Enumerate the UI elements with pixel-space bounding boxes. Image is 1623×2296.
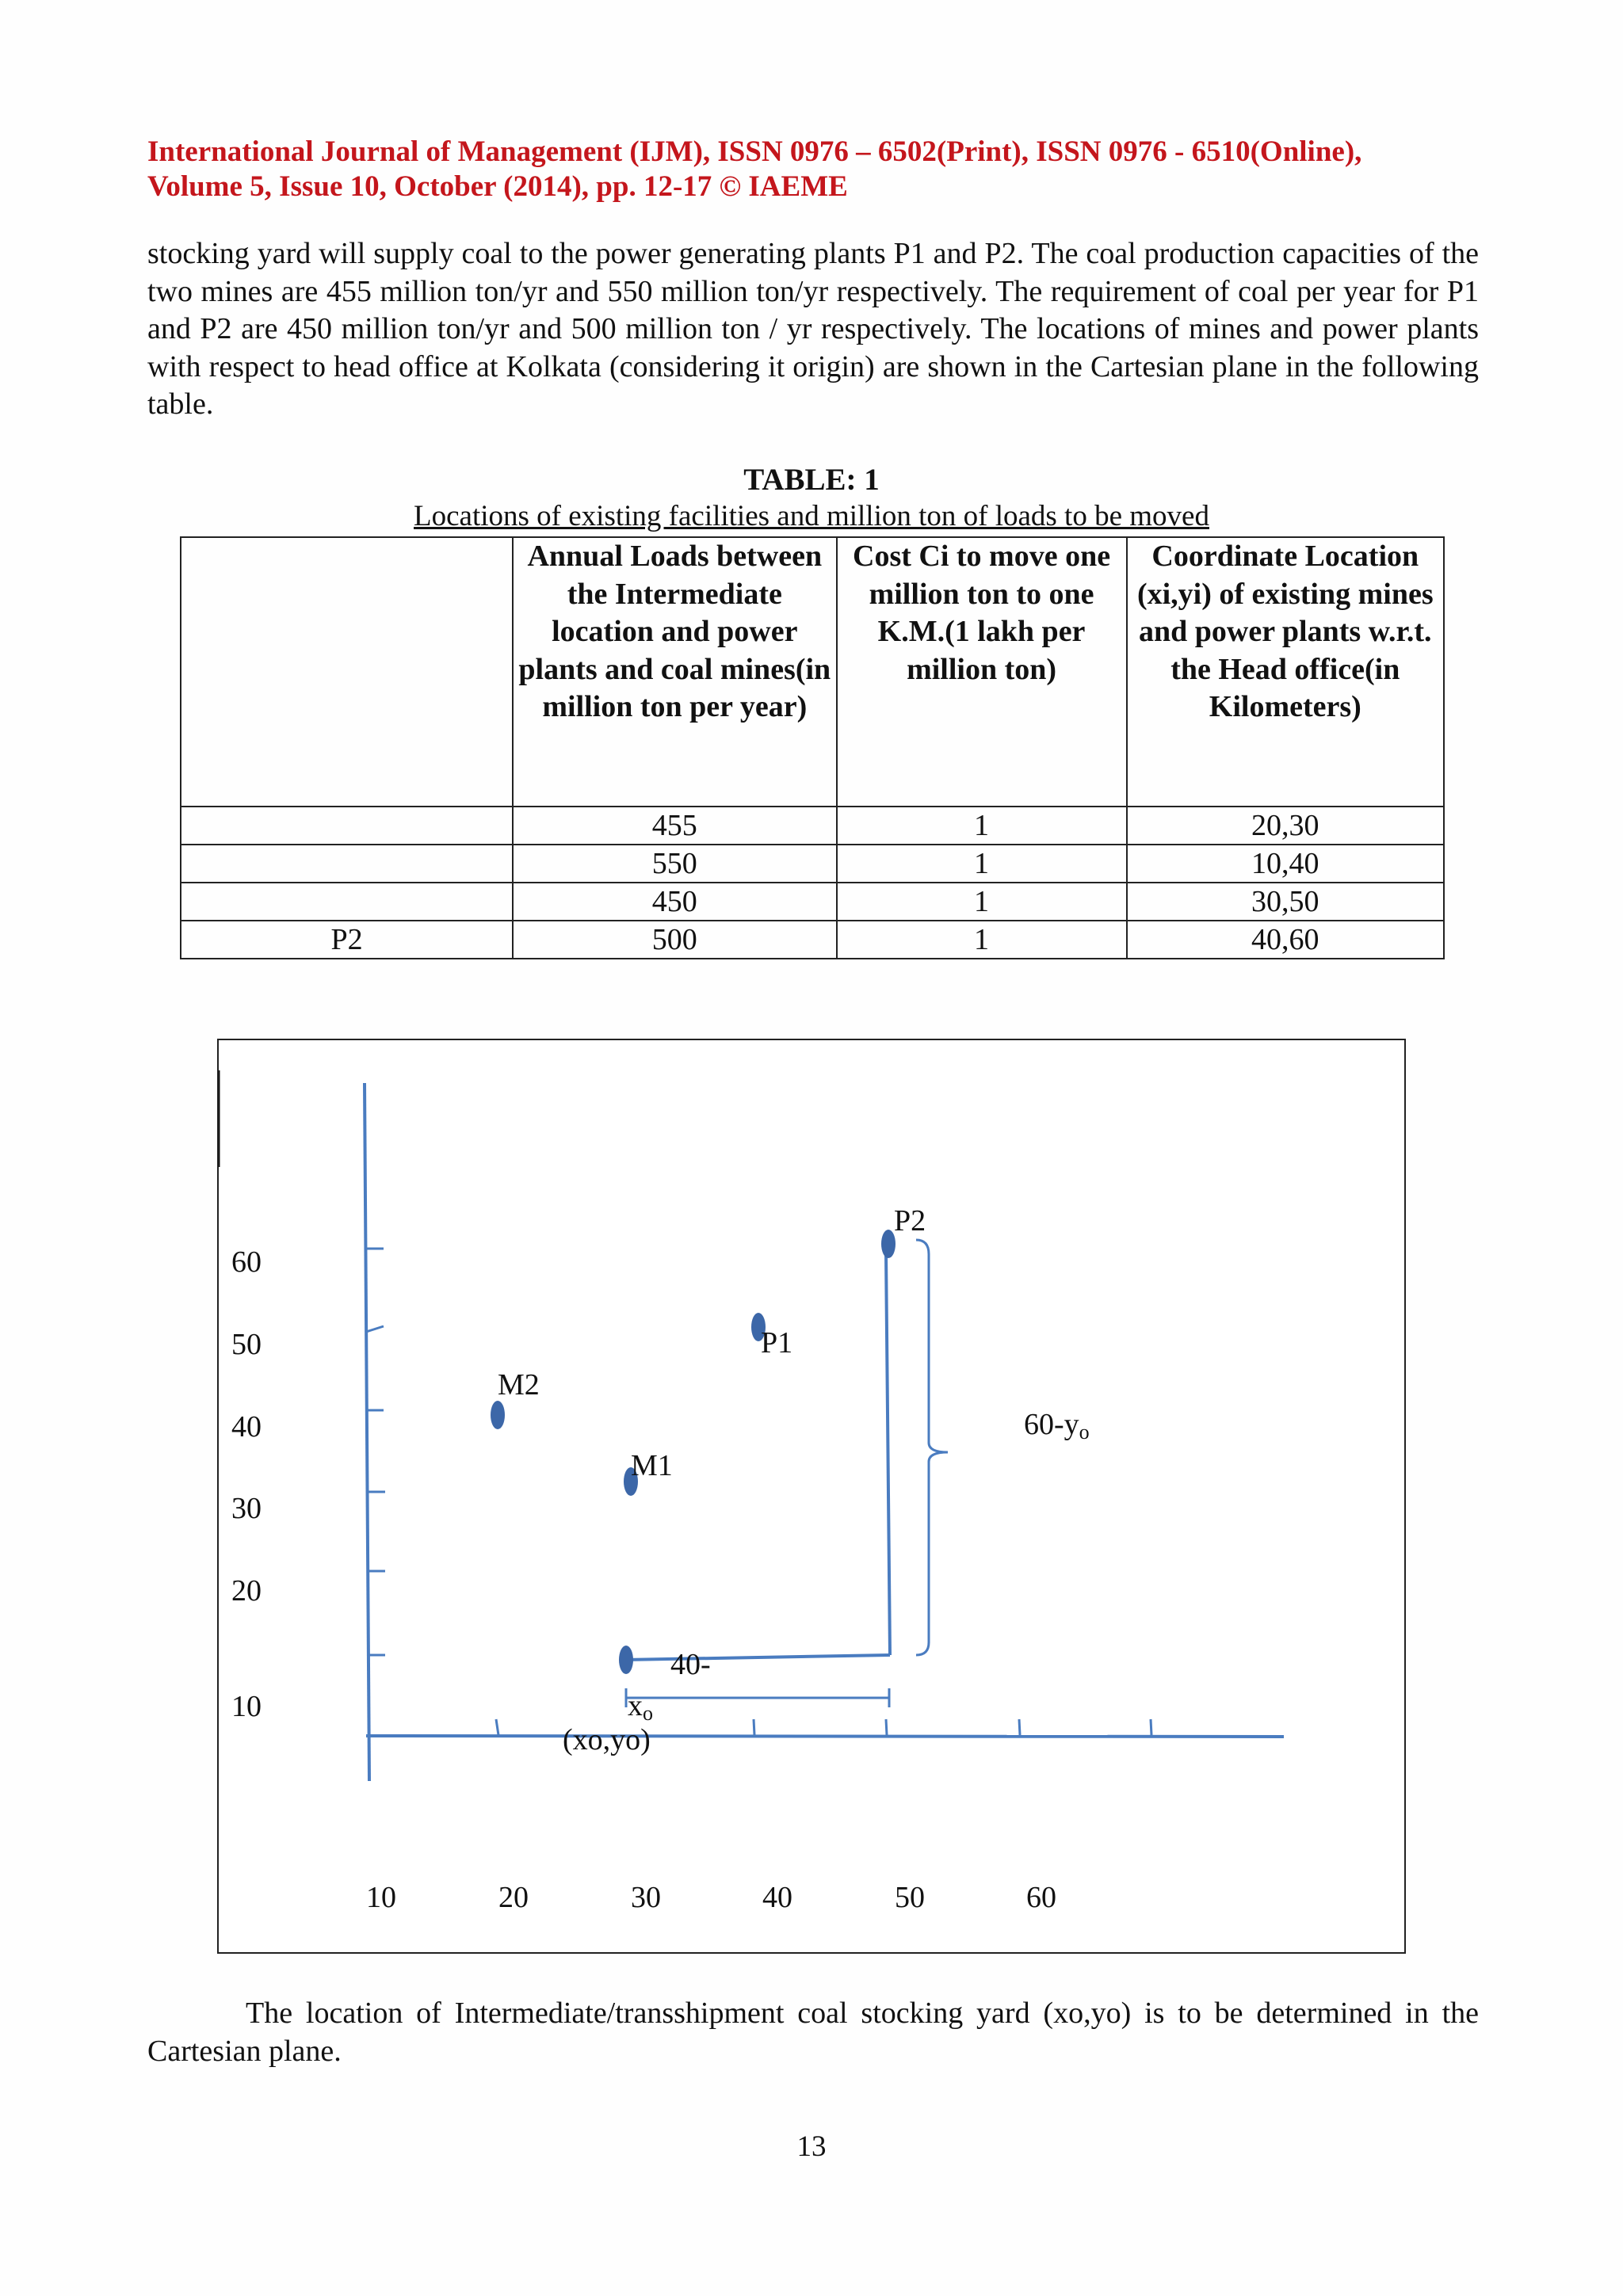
row-label bbox=[181, 883, 513, 921]
locations-table bbox=[180, 536, 1445, 959]
header-line-1: International Journal of Management (IJM), ISSN 0976 – 6502(Print), ISSN 0976 - 6510(Online), bbox=[147, 135, 1362, 168]
table-row bbox=[181, 807, 1444, 845]
annual-load: 455 bbox=[513, 807, 836, 845]
coordinate: 20,30 bbox=[1127, 807, 1444, 845]
x-label-10: 10 bbox=[366, 1881, 396, 1914]
x-label-20: 20 bbox=[498, 1881, 529, 1914]
table-row bbox=[181, 883, 1444, 921]
journal-header bbox=[147, 135, 1479, 204]
x-label-60: 60 bbox=[1026, 1881, 1056, 1914]
y-label-50: 50 bbox=[231, 1328, 262, 1361]
header-annual-loads: Annual Loads between the Intermediate location and power plants and coal mines(in million ton per year) bbox=[513, 537, 836, 807]
y-label-30: 30 bbox=[231, 1492, 262, 1525]
annual-load: 550 bbox=[513, 845, 836, 883]
annual-load: 500 bbox=[513, 921, 836, 959]
header-coordinate: Coordinate Location (xi,yi) of existing mines and power plants w.r.t. the Head office(in Kilometers) bbox=[1127, 537, 1444, 807]
label-origin-xo-yo: (xo,yo) bbox=[563, 1723, 651, 1756]
x-label-30: 30 bbox=[631, 1881, 661, 1914]
y-label-10: 10 bbox=[231, 1690, 262, 1723]
page-number: 13 bbox=[796, 2130, 827, 2163]
label-40-minus: 40- bbox=[670, 1648, 711, 1681]
cost: 1 bbox=[837, 921, 1127, 959]
label-p2: P2 bbox=[894, 1204, 926, 1238]
cost: 1 bbox=[837, 807, 1127, 845]
table-row bbox=[181, 845, 1444, 883]
coordinate: 40,60 bbox=[1127, 921, 1444, 959]
header-cell-blank bbox=[181, 537, 513, 807]
x-label-50: 50 bbox=[895, 1881, 925, 1914]
point-m2 bbox=[491, 1401, 505, 1429]
row-label: P2 bbox=[181, 921, 513, 959]
label-m2: M2 bbox=[498, 1368, 540, 1402]
annual-load: 450 bbox=[513, 883, 836, 921]
y-label-40: 40 bbox=[231, 1410, 262, 1444]
table-header-row bbox=[181, 537, 1444, 807]
vertical-segment bbox=[886, 1253, 890, 1655]
point-origin-xo-yo bbox=[619, 1646, 633, 1674]
row-label bbox=[181, 807, 513, 845]
row-label bbox=[181, 845, 513, 883]
label-m1: M1 bbox=[631, 1449, 673, 1482]
table-title: TABLE: 1 bbox=[743, 463, 880, 497]
location-diagram bbox=[217, 1039, 1406, 1954]
x-label-40: 40 bbox=[762, 1881, 792, 1914]
closing-paragraph: The location of Intermediate/transshipment coal stocking yard (xo,yo) is to be determined in the Cartesian plane. bbox=[147, 1997, 1479, 2068]
label-60-yo: 60-yo bbox=[1024, 1408, 1090, 1444]
table-subtitle: Locations of existing facilities and million ton of loads to be moved bbox=[414, 500, 1209, 532]
intro-paragraph: stocking yard will supply coal to the power generating plants P1 and P2. The coal production capacities of the two mines are 455 million ton/yr and 550 million ton/yr respectively. The requirement of coal per year for P1 and P2 are 450 million ton/yr and 500 million ton / yr respectively. The locations of mines and power plants with respect to head office at Kolkata (considering it origin) are shown in the Cartesian plane in the following table. bbox=[147, 237, 1479, 421]
x-axis bbox=[366, 1736, 1284, 1737]
coordinate: 10,40 bbox=[1127, 845, 1444, 883]
horizontal-segment bbox=[624, 1655, 890, 1660]
cost: 1 bbox=[837, 883, 1127, 921]
y-label-60: 60 bbox=[231, 1245, 262, 1279]
y-label-20: 20 bbox=[231, 1574, 262, 1608]
cost: 1 bbox=[837, 845, 1127, 883]
y-axis bbox=[365, 1083, 369, 1781]
table-row bbox=[181, 921, 1444, 959]
label-xo: xo bbox=[628, 1689, 653, 1725]
header-cost: Cost Ci to move one million ton to one K.M.(1 lakh per million ton) bbox=[837, 537, 1127, 807]
header-line-2: Volume 5, Issue 10, October (2014), pp. 12-17 © IAEME bbox=[147, 170, 848, 203]
brace bbox=[916, 1240, 948, 1655]
label-p1: P1 bbox=[761, 1326, 793, 1360]
location-diagram-svg bbox=[219, 1040, 1404, 1952]
coordinate: 30,50 bbox=[1127, 883, 1444, 921]
